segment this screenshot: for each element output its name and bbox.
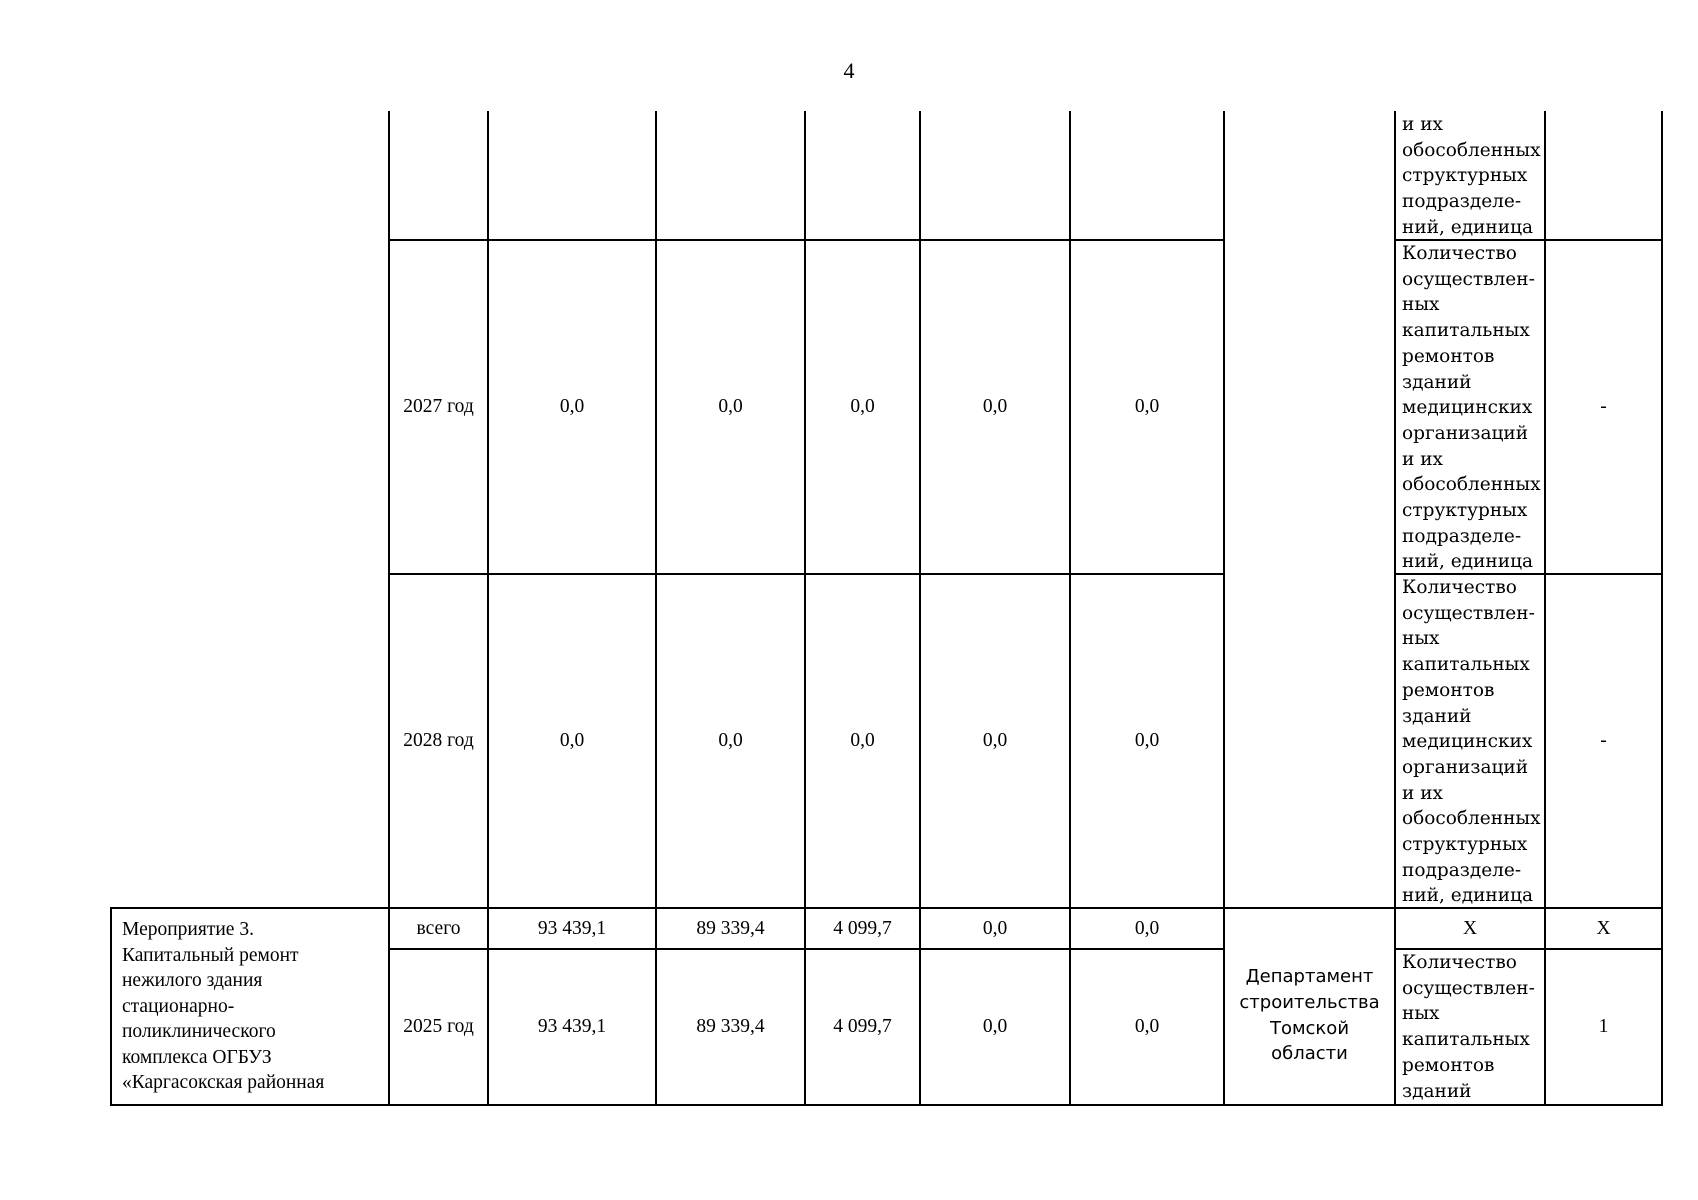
indicator-value-cell: - [1600, 396, 1607, 418]
extra-budget-cell: 0,0 [1134, 396, 1160, 418]
regional-cell: 4 099,7 [833, 1016, 892, 1038]
period-cell: 2027 год [403, 396, 474, 418]
indicator-cell: и их обособленных структурных подразделе- ний, единица [1402, 114, 1541, 238]
indicator-value-cell: Х [1596, 917, 1611, 939]
total-cell: 93 439,1 [537, 917, 607, 939]
total-cell: 93 439,1 [537, 1016, 607, 1038]
period-cell: всего [416, 917, 461, 939]
measure-name-cell: Мероприятие 3. Капитальный ремонт нежилого здания стационарно- поликлинического комплекса ОГБУЗ «Каргасокская районная [122, 919, 325, 1093]
indicator-cell: Количество осуществлен- ных капитальных ремонтов зданий медицинских организаций и их обособленных структурных подразделе- ний, единица [1402, 577, 1541, 907]
indicator-cell: Х [1462, 917, 1478, 939]
total-cell: 0,0 [559, 396, 585, 418]
federal-cell: 89 339,4 [696, 1016, 765, 1038]
indicator-cell: Количество осуществлен- ных капитальных ремонтов зданий [1402, 952, 1535, 1102]
extra-budget-cell: 0,0 [1134, 1016, 1160, 1038]
table-border-right [1661, 111, 1663, 1106]
indicator-value-cell: 1 [1598, 1016, 1609, 1038]
local-cell: 0,0 [982, 396, 1008, 418]
table-border-bottom [110, 1104, 1663, 1106]
extra-budget-cell: 0,0 [1134, 917, 1160, 939]
indicator-cell: Количество осуществлен- ных капитальных ремонтов зданий медицинских организаций и их обособленных структурных подразделе- ний, единица [1402, 243, 1541, 573]
executor-cell: Департамент строительства Томской области [1239, 965, 1380, 1065]
federal-cell: 89 339,4 [696, 917, 765, 939]
regional-cell: 0,0 [850, 730, 875, 752]
page-number: 4 [843, 58, 855, 83]
regional-cell: 0,0 [850, 396, 875, 418]
federal-cell: 0,0 [718, 396, 743, 418]
federal-cell: 0,0 [718, 730, 743, 752]
extra-budget-cell: 0,0 [1134, 730, 1160, 752]
local-cell: 0,0 [982, 917, 1008, 939]
regional-cell: 4 099,7 [833, 917, 892, 939]
indicator-value-cell: - [1600, 730, 1607, 752]
local-cell: 0,0 [982, 730, 1008, 752]
total-cell: 0,0 [559, 730, 585, 752]
local-cell: 0,0 [982, 1016, 1008, 1038]
period-cell: 2025 год [403, 1016, 474, 1038]
period-cell: 2028 год [403, 730, 474, 752]
